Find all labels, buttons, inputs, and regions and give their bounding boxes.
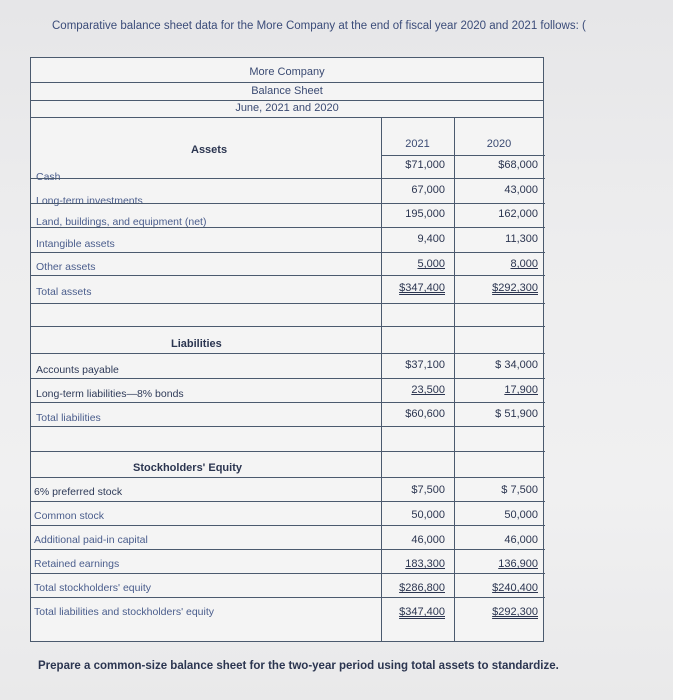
row-divider xyxy=(31,303,545,304)
row-label: Common stock xyxy=(34,510,105,522)
row-label: Long-term investments xyxy=(36,195,143,207)
row-divider xyxy=(31,353,545,354)
value-2020: $292,300 xyxy=(492,282,538,294)
row-divider xyxy=(31,525,545,526)
divider xyxy=(31,82,543,83)
value-2021: $60,600 xyxy=(405,408,445,420)
value-2020: 11,300 xyxy=(505,233,538,245)
value-2020: 8,000 xyxy=(510,258,538,270)
instruction-text: Prepare a common-size balance sheet for the two-year period using total assets to standardize. xyxy=(38,660,559,672)
year-2021-header: 2021 xyxy=(405,138,430,150)
value-2020: 46,000 xyxy=(504,534,538,546)
year-2020-header: 2020 xyxy=(486,138,512,150)
value-2021: $7,500 xyxy=(411,484,445,496)
value-2020: $ 34,000 xyxy=(495,359,538,371)
value-2021: $71,000 xyxy=(405,159,445,171)
row-divider xyxy=(31,451,545,452)
value-2020: $ 51,900 xyxy=(495,408,538,420)
value-2020: $68,000 xyxy=(498,159,538,171)
row-divider xyxy=(31,501,545,502)
value-2021: 183,300 xyxy=(405,558,445,570)
value-2020: $292,300 xyxy=(492,606,538,618)
value-2021: $347,400 xyxy=(399,606,445,618)
value-2020: 17,900 xyxy=(504,384,538,396)
row-divider xyxy=(31,326,545,327)
period-label: June, 2021 and 2020 xyxy=(235,102,339,114)
statement-title: Balance Sheet xyxy=(251,85,323,97)
assets-title: Assets xyxy=(191,144,228,156)
value-2021: $347,400 xyxy=(399,282,445,294)
row-divider xyxy=(31,477,545,478)
value-2021: 46,000 xyxy=(411,534,445,546)
value-2021: 9,400 xyxy=(417,233,445,245)
row-divider xyxy=(31,597,545,598)
row-divider xyxy=(31,426,545,427)
equity-title: Stockholders' Equity xyxy=(133,462,242,474)
row-divider xyxy=(31,402,545,403)
row-divider xyxy=(31,203,545,204)
row-label: Other assets xyxy=(36,261,96,273)
row-label: Intangible assets xyxy=(36,238,115,250)
row-divider xyxy=(31,378,545,379)
row-label: Total stockholders' equity xyxy=(34,582,151,594)
value-2021: 5,000 xyxy=(417,258,445,270)
value-2020: 43,000 xyxy=(504,184,538,196)
row-label: Total liabilities and stockholders' equity xyxy=(34,606,215,618)
row-divider xyxy=(381,155,545,156)
value-2020: $240,400 xyxy=(492,582,538,594)
divider xyxy=(31,117,543,118)
company-name: More Company xyxy=(249,66,325,78)
row-divider xyxy=(31,227,545,228)
value-2021: $37,100 xyxy=(405,359,445,371)
value-2021: 23,500 xyxy=(411,384,445,396)
row-label: 6% preferred stock xyxy=(34,486,123,498)
row-label: Long-term liabilities—8% bonds xyxy=(36,388,184,400)
value-2020: $ 7,500 xyxy=(501,484,538,496)
value-2020: 136,900 xyxy=(498,558,538,570)
divider xyxy=(31,100,543,101)
balance-sheet-table xyxy=(30,57,544,642)
row-label: Total liabilities xyxy=(36,412,101,424)
row-label: Total assets xyxy=(36,286,92,298)
value-2021: 195,000 xyxy=(405,208,445,220)
row-divider xyxy=(31,573,545,574)
value-2020: 50,000 xyxy=(504,509,538,521)
row-divider xyxy=(31,178,545,179)
value-2021: $286,800 xyxy=(399,582,445,594)
row-divider xyxy=(31,252,545,253)
value-2020: 162,000 xyxy=(498,208,538,220)
row-divider xyxy=(31,549,545,550)
value-2021: 67,000 xyxy=(411,184,445,196)
row-label: Land, buildings, and equipment (net) xyxy=(36,216,207,228)
value-2021: 50,000 xyxy=(411,509,445,521)
row-label: Retained earnings xyxy=(34,558,120,570)
row-label: Cash xyxy=(36,171,61,183)
row-divider xyxy=(31,275,545,276)
intro-text: Comparative balance sheet data for the More Company at the end of fiscal year 2020 and 2021 follows: ( xyxy=(52,20,586,32)
liabilities-title: Liabilities xyxy=(171,338,222,350)
row-label: Additional paid-in capital xyxy=(34,534,148,546)
row-label: Accounts payable xyxy=(36,364,119,376)
